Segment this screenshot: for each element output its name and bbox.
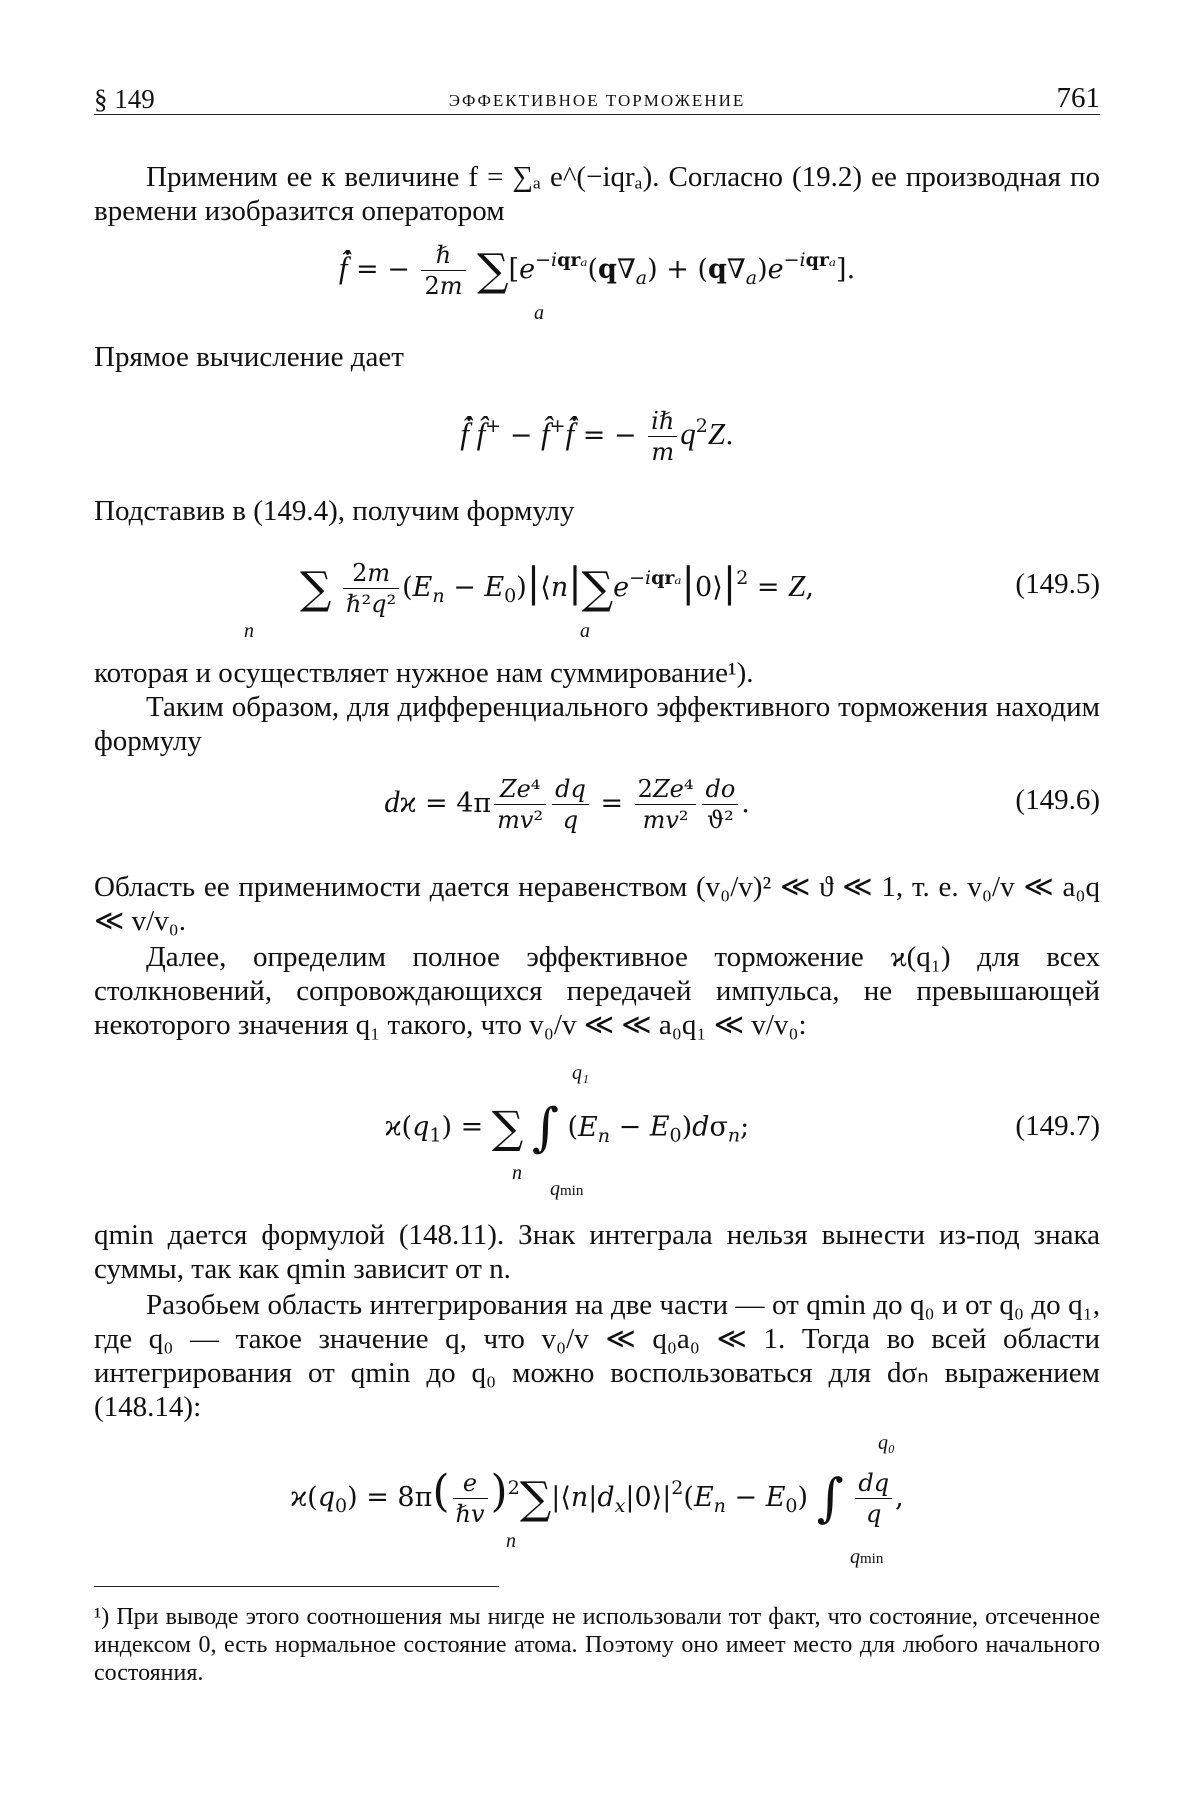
- equation-149-7: $ϰ(q_1)$ = ∑ ∫ $(E_n - E_0)d\sigma_n$; q₁ n qmin (149.7): [384, 1062, 1100, 1200]
- equation-number-149-7: (149.7): [1015, 1110, 1100, 1142]
- section-number: § 149: [94, 84, 155, 114]
- page-number: 761: [1056, 82, 1100, 114]
- footnote-rule: [94, 1586, 499, 1587]
- running-header: [94, 78, 1100, 115]
- equation-149-5: ∑ $\frac{2m}{\text{ℏ²q²}}$ ($E_n$ − $E_0)|⟨n|\sum e^{-iqr_a}|0⟩|^2 = Z$, n a (149.5): [244, 559, 1100, 642]
- footnote: ¹) При выводе этого соотношения мы нигде не использовали тот факт, что состояние, отсеченное индексом 0, есть нормальное состояние атома. Поэтому оно имеет место для любого начального состояния.: [94, 1604, 1100, 1686]
- paragraph-5: Таким образом, для дифференциального эффективного торможения находим формулу: [94, 691, 1100, 757]
- paragraph-4: которая и осуществляет нужное нам суммирование¹).: [94, 657, 754, 689]
- equation-kappa-q0: $ϰ(q_0) = 8\pi$( $\frac{e}{\text{ℏv}}$ )$^2\sum|⟨n|d_x|0⟩|^2(E_n - E_0)$ ∫ $\frac{dq}{q}$ , q₀ n qmin: [290, 1432, 904, 1568]
- paragraph-1: Применим ее к величине f = ∑ₐ e^(−iqrₐ). Согласно (19.2) ее производная по времени изобразится оператором: [94, 161, 1100, 227]
- running-title: ЭФФЕКТИВНОЕ ТОРМОЖЕНИЕ: [448, 91, 746, 110]
- paragraph-3: Подставив в (149.4), получим формулу: [94, 495, 575, 527]
- paragraph-2: Прямое вычисление дает: [94, 341, 404, 373]
- paragraph-7: Далее, определим полное эффективное торможение ϰ(q₁) для всех столкновений, сопровождающихся передачей импульса, не превышающей некоторого значения q₁ такого, что v₀/v ≪ ≪ a₀q₁ ≪ v/v₀:: [94, 941, 1100, 1041]
- equation-number-149-6: (149.6): [1015, 784, 1100, 816]
- equation-number-149-5: (149.5): [1015, 568, 1100, 600]
- paragraph-8: qmin дается формулой (148.11). Знак интеграла нельзя вынести из-под знака суммы, так как qmin зависит от n.: [94, 1219, 1100, 1285]
- equation-149-6: dϰ = 4π $\frac{\text{Ze⁴}}{\text{mv²}}$ $\frac{dq}{q}$ = $\frac{\text{2Ze⁴}}{\text{mv²}}$ $\frac{do}{\text{ϑ²}}$ . (149.6): [384, 775, 1100, 834]
- equation-commutator: f̂̇ f̂+ − f̂+f̂̇ = − $\frac{\text{iℏ}}{m}$ $q^2Z$.: [460, 407, 734, 466]
- paragraph-6: Область ее применимости дается неравенством (v₀/v)² ≪ ϑ ≪ 1, т. е. v₀/v ≪ a₀q ≪ v/v₀.: [94, 871, 1100, 937]
- paragraph-9: Разобьем область интегрирования на две части — от qmin до q₀ и от q₀ до q₁, где q₀ — такое значение q, что v₀/v ≪ q₀a₀ ≪ 1. Тогда во всей области интегрирования от qmin до q₀ можно воспользоваться для dσₙ выражением (148.14):: [94, 1289, 1100, 1423]
- equation-f-dot-operator: f̂̇ = − $\frac{\text{ℏ}}{2m}$ $\sum[e^{-iqr_a}(q\nabla_a) + (q\nabla_a)e^{-iqr_a}]$. a: [338, 241, 856, 324]
